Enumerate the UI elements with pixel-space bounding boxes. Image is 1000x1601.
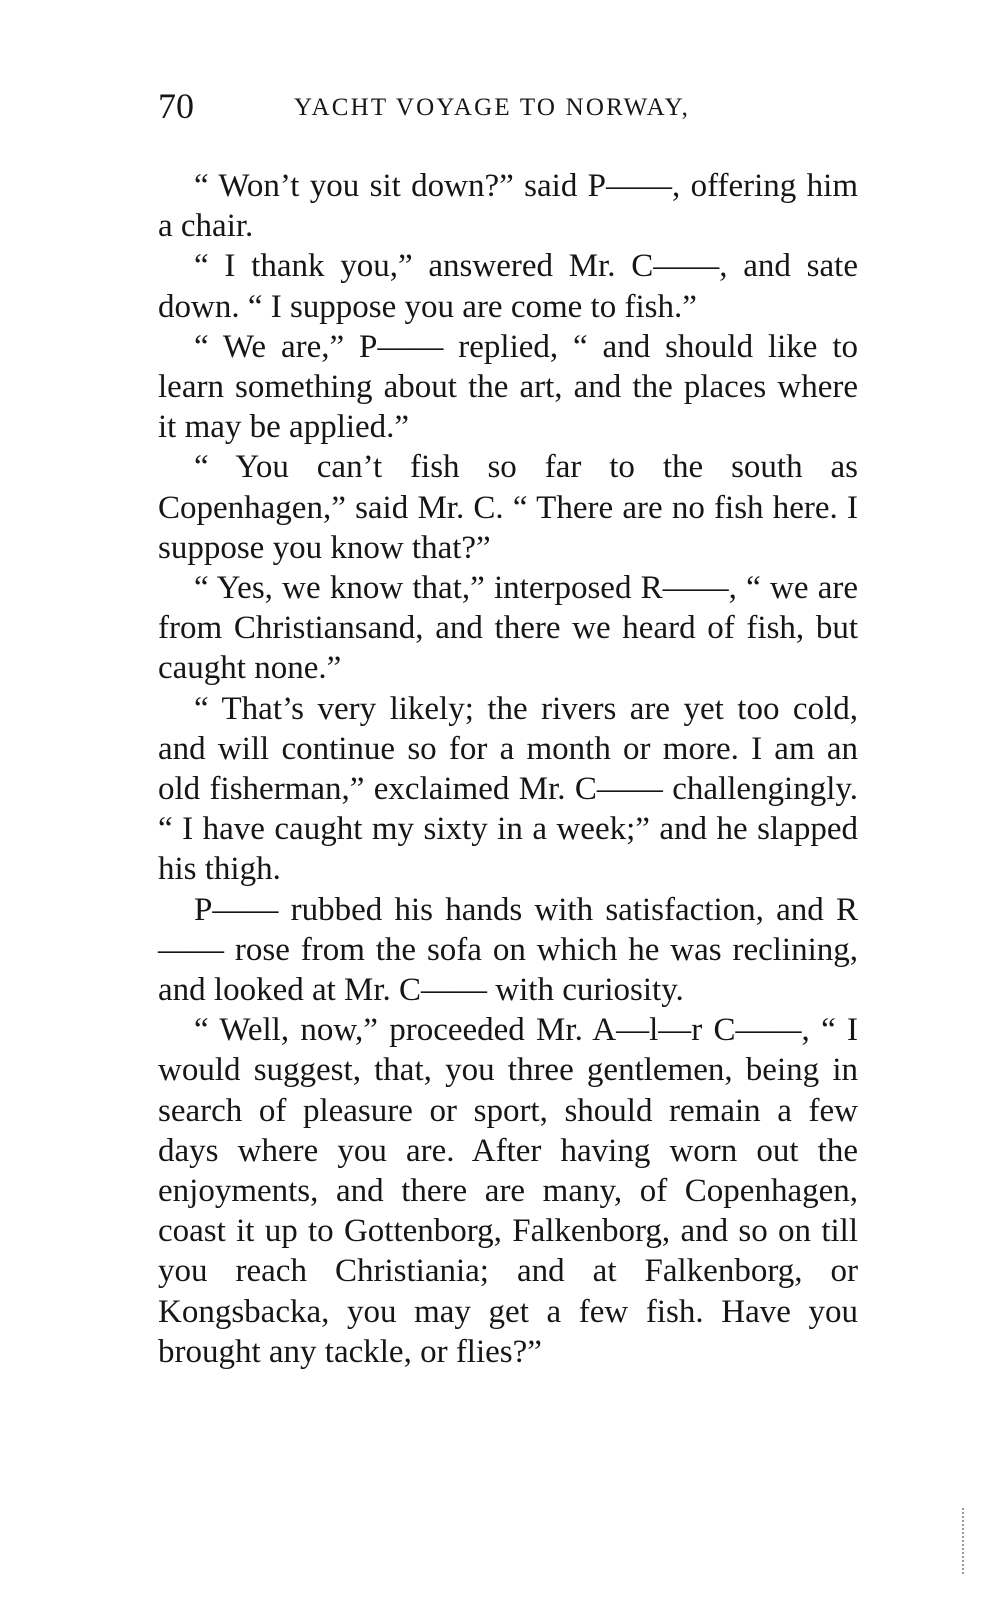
body-text bbox=[158, 166, 858, 1372]
running-head bbox=[158, 82, 858, 132]
paragraph: P—— rubbed his hands with satisfaction, and R—— rose from the sofa on which he was reclining, and looked at Mr. C—— with curiosity. bbox=[158, 891, 858, 1009]
paragraph: “ You can’t fish so far to the south as Copenhagen,” said Mr. C. “ There are no fish here. I suppose you know that?” bbox=[158, 449, 858, 566]
paragraph: “ Yes, we know that,” interposed R——, “ we are from Christiansand, and there we heard of fish, but caught none.” bbox=[158, 570, 858, 687]
running-title: YACHT VOYAGE TO NORWAY, bbox=[294, 94, 691, 121]
paragraph: “ That’s very likely; the rivers are yet too cold, and will continue so for a month or more. I am an old fisherman,” exclaimed Mr. C—— challengingly. “ I have caught my sixty in a week;” and he slapped his thigh. bbox=[158, 690, 858, 888]
paragraph: “ We are,” P—— replied, “ and should like to learn something about the art, and the places where it may be applied.” bbox=[158, 328, 858, 446]
paragraph: “ Won’t you sit down?” said P——, offering him a chair. bbox=[158, 168, 858, 245]
page-number: 70 bbox=[158, 86, 194, 126]
scan-edge-mark bbox=[962, 1508, 968, 1574]
paragraph: “ I thank you,” answered Mr. C——, and sate down. “ I suppose you are come to fish.” bbox=[158, 248, 858, 325]
paragraph: “ Well, now,” proceeded Mr. A—l—r C——, “ I would suggest, that, you three gentlemen, being in search of pleasure or sport, should remain a few days where you are. After having worn out the enjoyments, and there are many, of Copenhagen, coast it up to Gottenborg, Falkenborg, and so on till you reach Christiania; and at Falkenborg, or Kongsbacka, you may get a few fish. Have you brought any tackle, or flies?” bbox=[158, 1012, 858, 1370]
